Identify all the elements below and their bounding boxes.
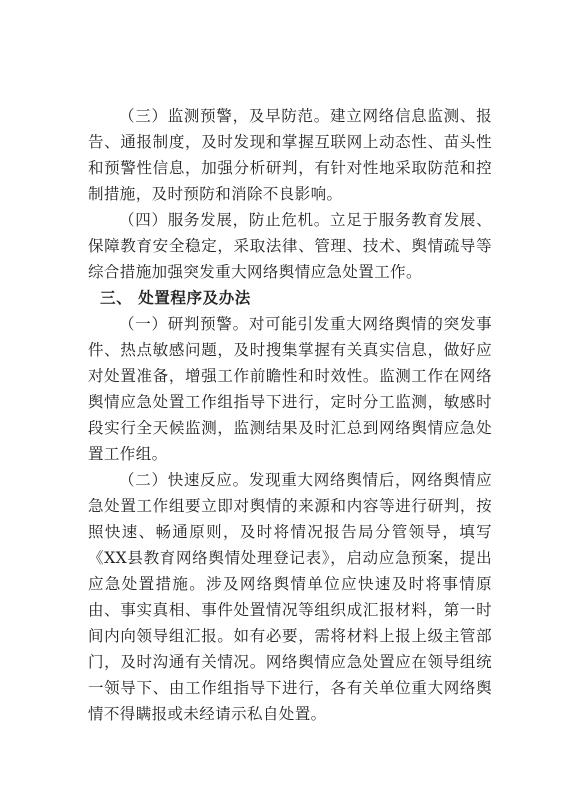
paragraph-service-development: （四）服务发展，防止危机。立足于服务教育发展、保障教育安全稳定，采取法律、管理、技术、舆情疏导等综合措施加强突发重大网络舆情应急处置工作。 bbox=[88, 211, 492, 281]
paragraph-rapid-response: （二）快速反应。发现重大网络舆情后，网络舆情应急处置工作组要立即对舆情的来源和内容等进行研判，按照快速、畅通原则，及时将情况报告局分管领导，填写《XX县教育网络舆情处理登记表》，启动应急预案，提出应急处置措施。涉及网络舆情单位应快速及时将事情原由、事实真相、事件处置情况等组织成汇报材料，第一时间内向领导组汇报。如有必要，需将材料上报上级主管部门，及时沟通有关情况。网络舆情应急处置应在领导组统一领导下、由工作组指导下进行，各有关单位重大网络舆情不得瞒报或未经请示私自处置。 bbox=[88, 471, 492, 723]
paragraph-research-warning: （一）研判预警。对可能引发重大网络舆情的突发事件、热点敏感问题，及时搜集掌握有关真实信息，做好应对处置准备，增强工作前瞻性和时效性。监测工作在网络舆情应急处置工作组指导下进行，定时分工监测，敏感时段实行全天候监测，监测结果及时汇总到网络舆情应急处置工作组。 bbox=[88, 315, 492, 463]
document-body bbox=[88, 103, 492, 727]
paragraph-monitoring-warning: （三）监测预警，及早防范。建立网络信息监测、报告、通报制度，及时发现和掌握互联网上动态性、苗头性和预警性信息，加强分析研判，有针对性地采取防范和控制措施，及时预防和消除不良影响。 bbox=[88, 107, 492, 203]
section-heading: 三、 处置程序及办法 bbox=[100, 289, 251, 307]
